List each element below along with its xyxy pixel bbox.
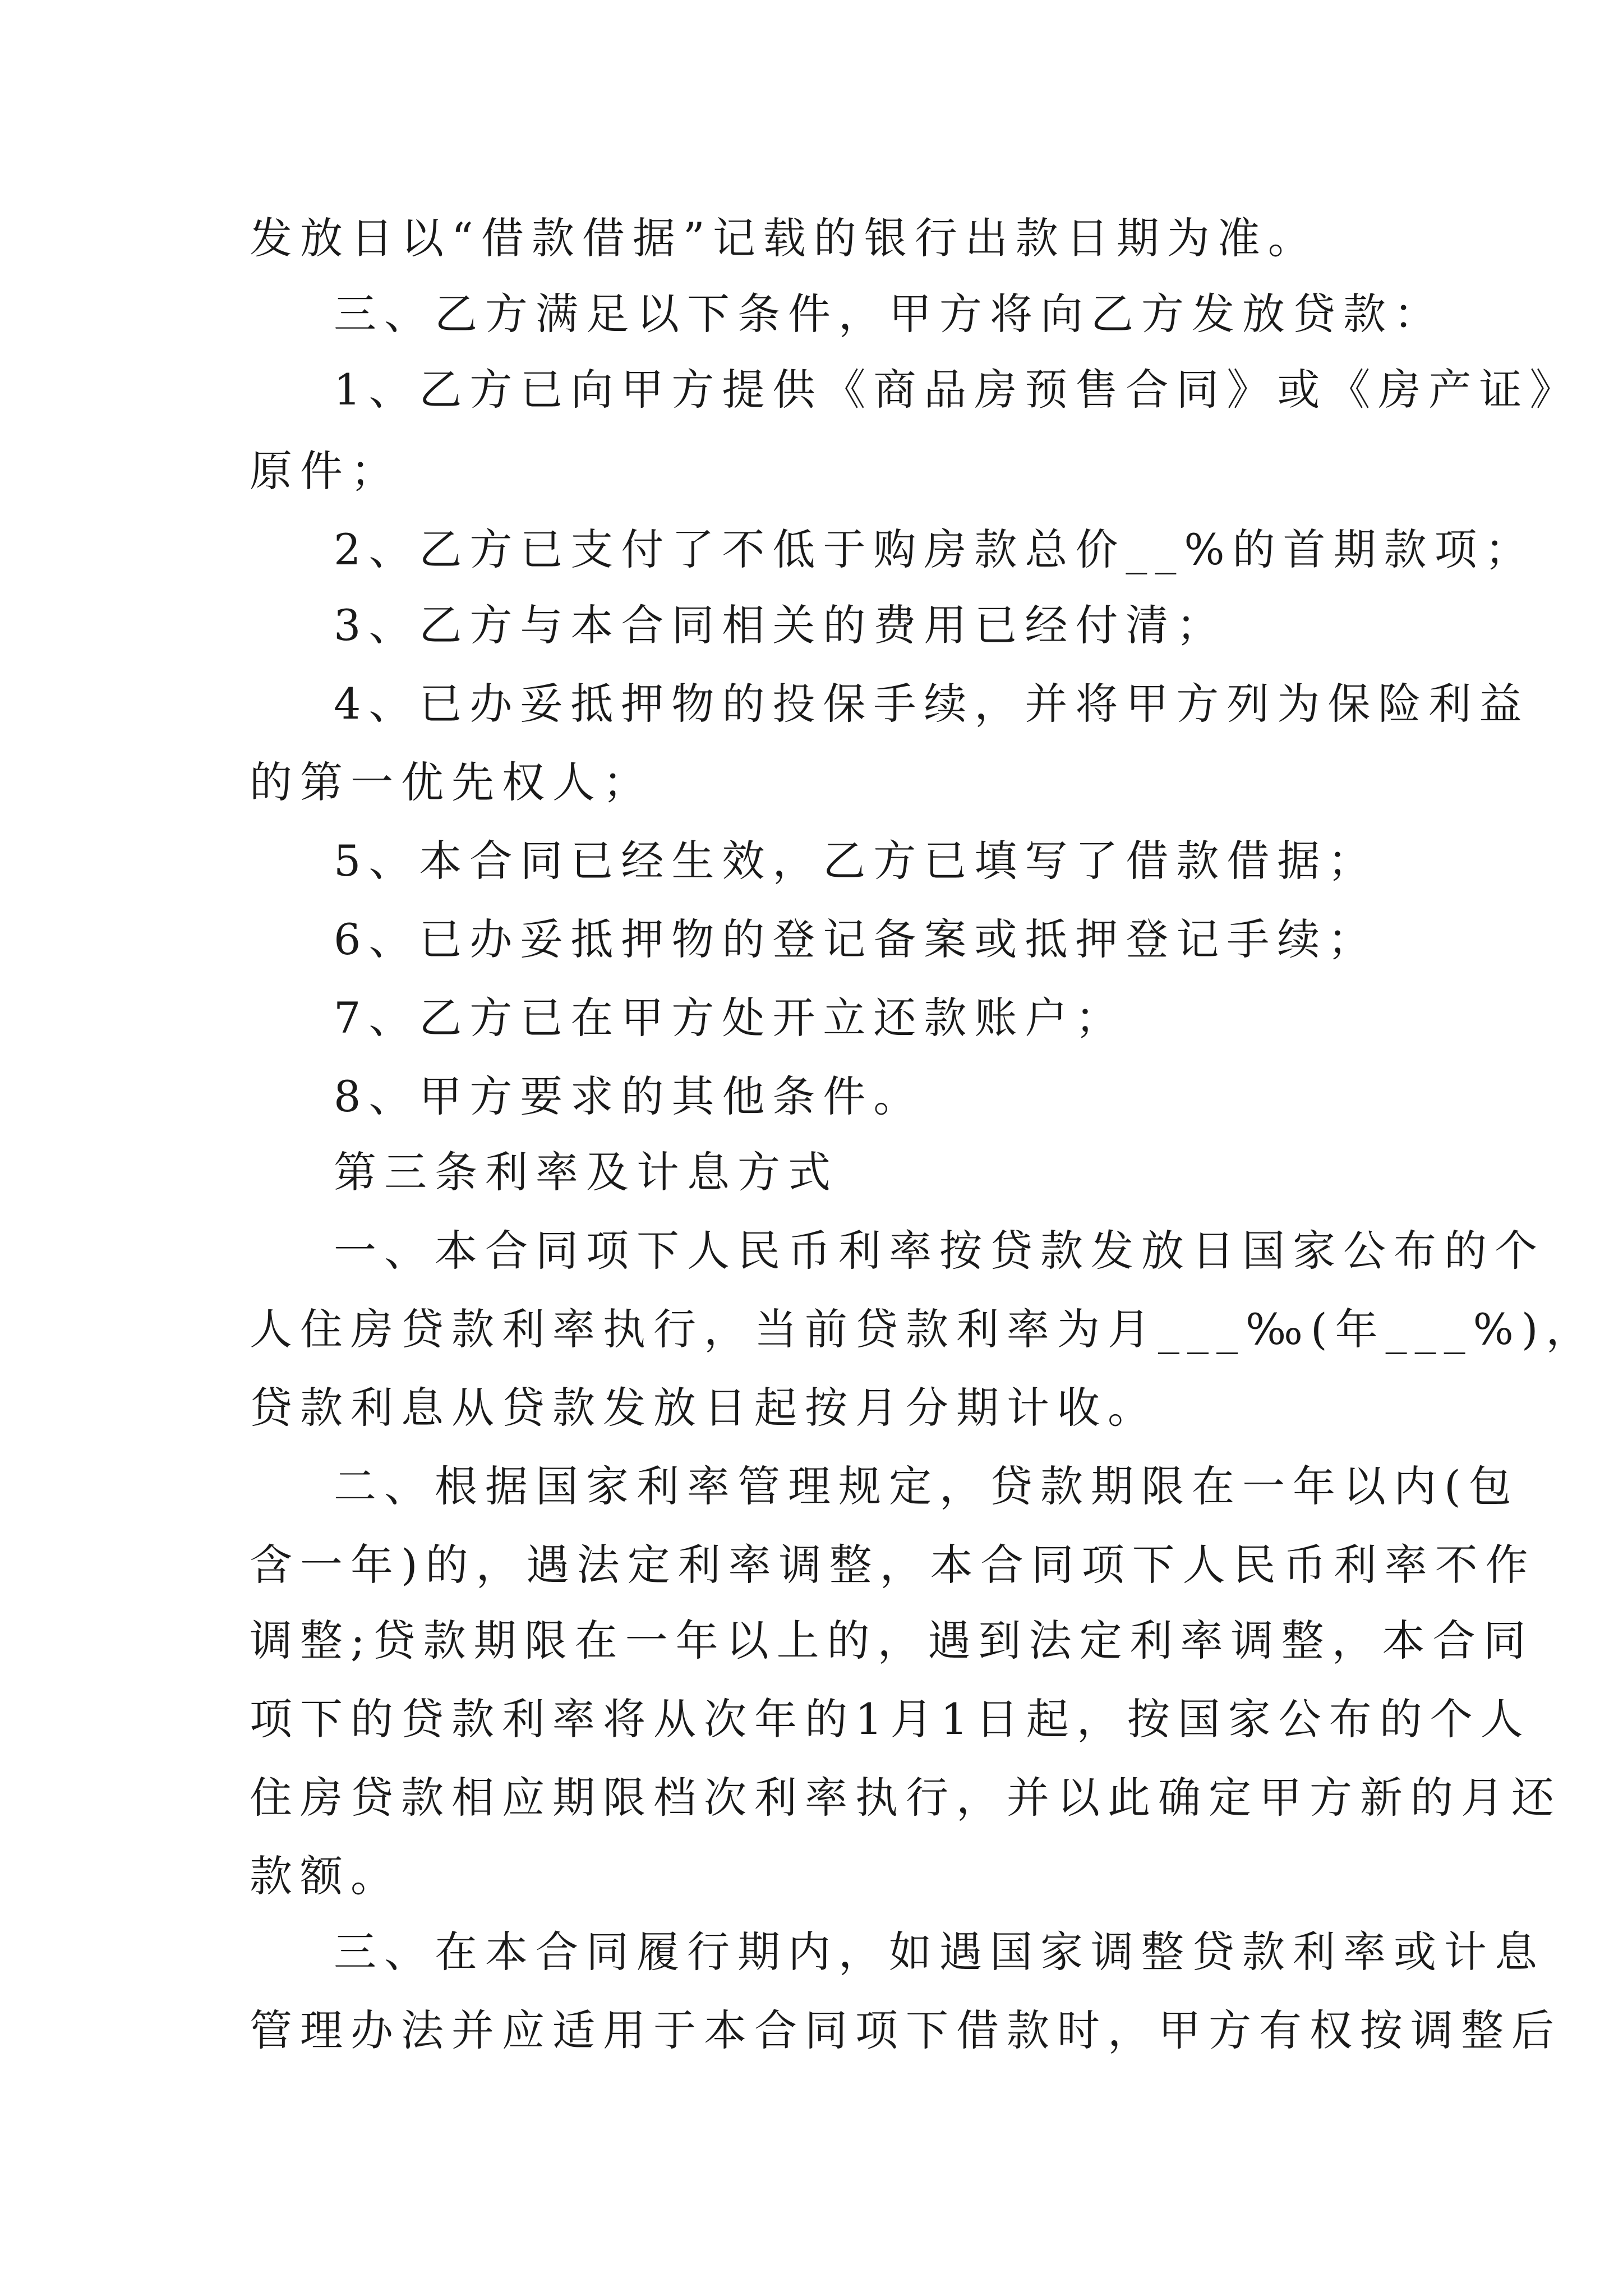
- text-line: 6、已办妥抵押物的登记备案或抵押登记手续；: [334, 914, 1378, 964]
- text-line: 一、本合同项下人民币利率按贷款发放日国家公布的个: [334, 1226, 1545, 1276]
- text-line: 的第一优先权人；: [250, 757, 653, 807]
- text-line: 3、乙方与本合同相关的费用已经付清；: [334, 600, 1227, 650]
- text-line: 三、在本合同履行期内，如遇国家调整贷款利率或计息: [334, 1927, 1545, 1977]
- text-line: 三、乙方满足以下条件，甲方将向乙方发放贷款：: [334, 289, 1444, 339]
- text-line: 管理办法并应适用于本合同项下借款时，甲方有权按调整后: [250, 2005, 1562, 2055]
- text-line: 5、本合同已经生效，乙方已填写了借款借据；: [334, 836, 1378, 886]
- text-line: 原件；: [250, 446, 401, 496]
- text-line: 款额。: [250, 1851, 401, 1901]
- text-line: 调整;贷款期限在一年以上的，遇到法定利率调整，本合同: [250, 1616, 1534, 1665]
- section-heading: 第三条利率及计息方式: [334, 1147, 838, 1197]
- text-line: 1、乙方已向甲方提供《商品房预售合同》或《房产证》: [334, 365, 1580, 415]
- text-line: 项下的贷款利率将从次年的1月1日起，按国家公布的个人: [250, 1694, 1531, 1744]
- text-line: 含一年)的，遇法定利率调整，本合同项下人民币利率不作: [250, 1540, 1536, 1590]
- text-line: 人住房贷款利率执行，当前贷款利率为月___‰(年___%)，: [250, 1304, 1597, 1354]
- text-line: 8、甲方要求的其他条件。: [334, 1071, 924, 1121]
- text-line: 贷款利息从贷款发放日起按月分期计收。: [250, 1383, 1158, 1433]
- text-line: 住房贷款相应期限档次利率执行，并以此确定甲方新的月还: [250, 1773, 1562, 1823]
- text-line: 二、根据国家利率管理规定，贷款期限在一年以内(包: [334, 1461, 1519, 1511]
- text-line: 4、已办妥抵押物的投保手续，并将甲方列为保险利益: [334, 679, 1530, 729]
- text-line: 2、乙方已支付了不低于购房款总价__%的首期款项；: [334, 524, 1536, 574]
- text-line: 7、乙方已在甲方处开立还款账户；: [334, 993, 1126, 1043]
- text-line: 发放日以“借款借据”记载的银行出款日期为准。: [250, 213, 1318, 263]
